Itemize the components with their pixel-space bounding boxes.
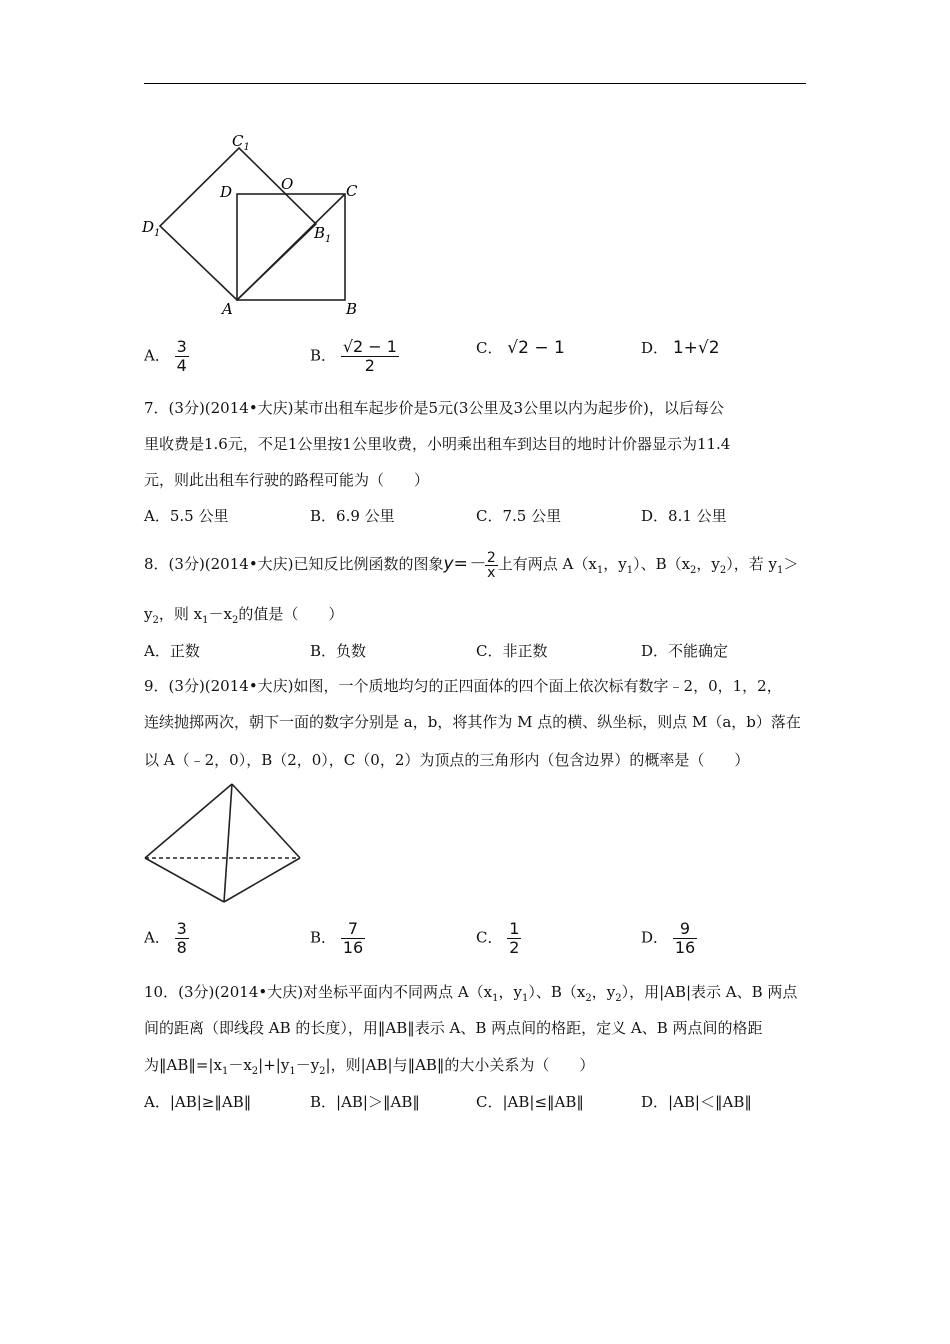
label-b1: $B_1$ <box>314 224 332 245</box>
q7-option-b[interactable]: B．6.9 公里 <box>310 507 395 525</box>
q9-option-c[interactable]: C． $\frac{1}{2}$ <box>476 919 520 957</box>
label-d: D <box>220 183 233 201</box>
q7-line-1: 7．(3分)(2014•大庆)某市出租车起步价是5元(3公里及3公里以内为起步价)，以后每公 <box>144 399 724 417</box>
q6-option-b-frac: $\frac{√2 - 1}{2}$ <box>342 337 397 375</box>
q8-option-c[interactable]: C．非正数 <box>476 642 548 660</box>
q10-line-2: 间的距离（即线段 AB 的长度），用‖AB‖表示 A、B 两点间的格距，定义 A、B 两点间的格距 <box>144 1019 763 1037</box>
q6-option-b[interactable]: B． $\frac{√2 - 1}{2}$ <box>310 337 397 375</box>
q7-option-d[interactable]: D．8.1 公里 <box>641 507 727 525</box>
q9-option-d[interactable]: D． $\frac{9}{16}$ <box>641 919 696 957</box>
q10-option-b[interactable]: B．|AB|＞‖AB‖ <box>310 1093 420 1111</box>
label-c1: $C_1$ <box>232 132 250 153</box>
q10-option-c[interactable]: C．|AB|≤‖AB‖ <box>476 1093 584 1111</box>
q8-option-a[interactable]: A．正数 <box>144 642 200 660</box>
label-b: B <box>346 300 358 318</box>
q6-option-c[interactable]: C． √2 − 1 <box>476 338 565 358</box>
q7-line-3: 元，则此出租车行驶的路程可能为（ ） <box>144 471 430 489</box>
q6-option-a-frac: $\frac{3}{4}$ <box>176 337 187 375</box>
q7-option-c[interactable]: C．7.5 公里 <box>476 507 562 525</box>
label-o: O <box>281 175 294 193</box>
q9-option-a[interactable]: A． $\frac{3}{8}$ <box>144 919 187 957</box>
q7-option-a[interactable]: A．5.5 公里 <box>144 507 229 525</box>
q9-option-a-frac: $\frac{3}{8}$ <box>176 919 187 957</box>
q8-function-frac: $\frac{2}{x}$ <box>486 549 496 581</box>
q9-tetrahedron-figure <box>140 780 306 906</box>
q9-line-1: 9．(3分)(2014•大庆)如图，一个质地均匀的正四面体的四个面上依次标有数字﹣2，0，1，2， <box>144 677 782 695</box>
q8-function: y=－ <box>443 554 485 574</box>
q10-line-3: 为$‖AB‖=|x_1-x_2|+|y_1-y_2|$，则|AB|与‖AB‖的大小关系为（ ） <box>144 1056 595 1077</box>
q9-line-3: 以 A（﹣2，0），B（2，0），C（0，2）为顶点的三角形内（包含边界）的概率是（ ） <box>144 751 750 769</box>
label-d1: $D_1$ <box>142 218 161 239</box>
q9-option-b-frac: $\frac{7}{16}$ <box>342 919 364 957</box>
q8-option-b[interactable]: B．负数 <box>310 642 367 660</box>
q6-option-a[interactable]: A． $\frac{3}{4}$ <box>144 337 187 375</box>
q9-option-c-frac: $\frac{1}{2}$ <box>509 919 520 957</box>
header-rule <box>144 83 806 84</box>
label-c: C <box>346 182 358 200</box>
q10-line-1: 10．(3分)(2014•大庆)对坐标平面内不同两点 $A(x_1$，$y_1$）、$B(x_2$，$y_2$），用|AB|表示 A、B 两点 <box>144 983 798 1004</box>
q8-line-1: 8．(3分)(2014•大庆)已知反比例函数的图象y=－ $\frac{2}{x}$ 上有两点 $A(x_1$，$y_1$）、$B(x_2$，$y_2$），若 $y_1>$ <box>144 549 799 581</box>
q6-square-figure <box>140 128 370 320</box>
q10-option-a[interactable]: A．|AB|≥‖AB‖ <box>144 1093 252 1111</box>
q9-line-2: 连续抛掷两次，朝下一面的数字分别是 a，b，将其作为 M 点的横、纵坐标，则点 M（a，b）落在 <box>144 713 801 731</box>
q8-option-d[interactable]: D．不能确定 <box>641 642 729 660</box>
q10-option-d[interactable]: D．|AB|＜‖AB‖ <box>641 1093 752 1111</box>
q9-option-b[interactable]: B． $\frac{7}{16}$ <box>310 919 364 957</box>
q8-line-2: $y_2$，则 $x_1-x_2$的值是（ ） <box>144 605 344 626</box>
q7-line-2: 里收费是1.6元，不足1公里按1公里收费，小明乘出租车到达目的地时计价器显示为11.4 <box>144 435 731 453</box>
q6-option-d[interactable]: D． 1+√2 <box>641 338 720 358</box>
label-a: A <box>222 300 233 318</box>
q9-option-d-frac: $\frac{9}{16}$ <box>674 919 696 957</box>
